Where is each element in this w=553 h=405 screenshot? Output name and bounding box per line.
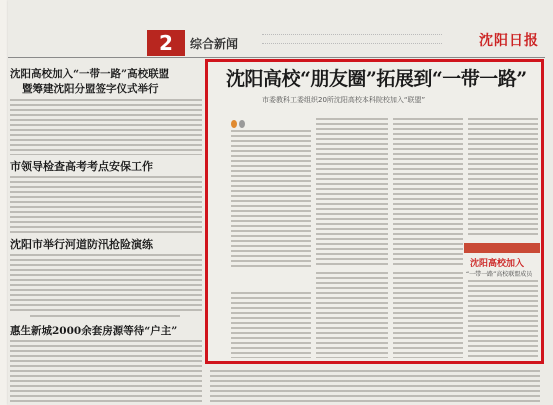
article-title: 沈阳高校“朋友圈”拓展到“一带一路” bbox=[226, 68, 527, 90]
page-number-tab: 2 bbox=[147, 30, 185, 56]
article-col-2 bbox=[316, 118, 388, 268]
orange-drop-icon bbox=[231, 120, 237, 128]
left-headline-1-sub: 暨筹建沈阳分盟签字仪式举行 bbox=[22, 83, 159, 95]
left-headline-2: 市领导检查高考考点安保工作 bbox=[10, 160, 153, 173]
sidebar-heading-2: “一带一路”高校联盟成员 bbox=[466, 271, 533, 278]
left-text-block-3 bbox=[10, 254, 202, 312]
left-text-block-1 bbox=[10, 99, 202, 155]
sidebar-heading-1: 沈阳高校加入 bbox=[470, 259, 525, 269]
gray-drop-icon bbox=[239, 120, 245, 128]
left-news-column bbox=[10, 64, 202, 405]
article-col-2-lower bbox=[316, 272, 388, 358]
left-headline-4: 惠生新城2000余套房源等待“户主” bbox=[10, 325, 178, 337]
left-headline-1: 沈阳高校加入“一带一路”高校联盟 bbox=[10, 68, 170, 80]
sidebar-list bbox=[468, 280, 538, 358]
left-kicker-line bbox=[30, 315, 180, 320]
section-label: 综合新闻 bbox=[190, 37, 239, 51]
sidebar-red-bar bbox=[464, 243, 540, 253]
header-meta-line bbox=[262, 34, 442, 44]
article-col-3 bbox=[393, 118, 463, 268]
masthead-logo: 沈阳日报 bbox=[479, 33, 539, 49]
article-col-4 bbox=[468, 118, 538, 238]
header-rule bbox=[8, 57, 545, 58]
left-headline-3: 沈阳市举行河道防汛抢险演练 bbox=[10, 238, 153, 251]
article-col-1 bbox=[231, 130, 311, 270]
article-col-3-lower bbox=[393, 272, 463, 358]
left-text-block-4 bbox=[10, 340, 202, 402]
bottom-text-block bbox=[210, 370, 540, 403]
article-subtitle: 市委教科工委组织20所沈阳高校本科院校加入“联盟” bbox=[262, 96, 426, 104]
article-col-1-lower bbox=[231, 292, 311, 358]
left-text-block-2 bbox=[10, 176, 202, 234]
